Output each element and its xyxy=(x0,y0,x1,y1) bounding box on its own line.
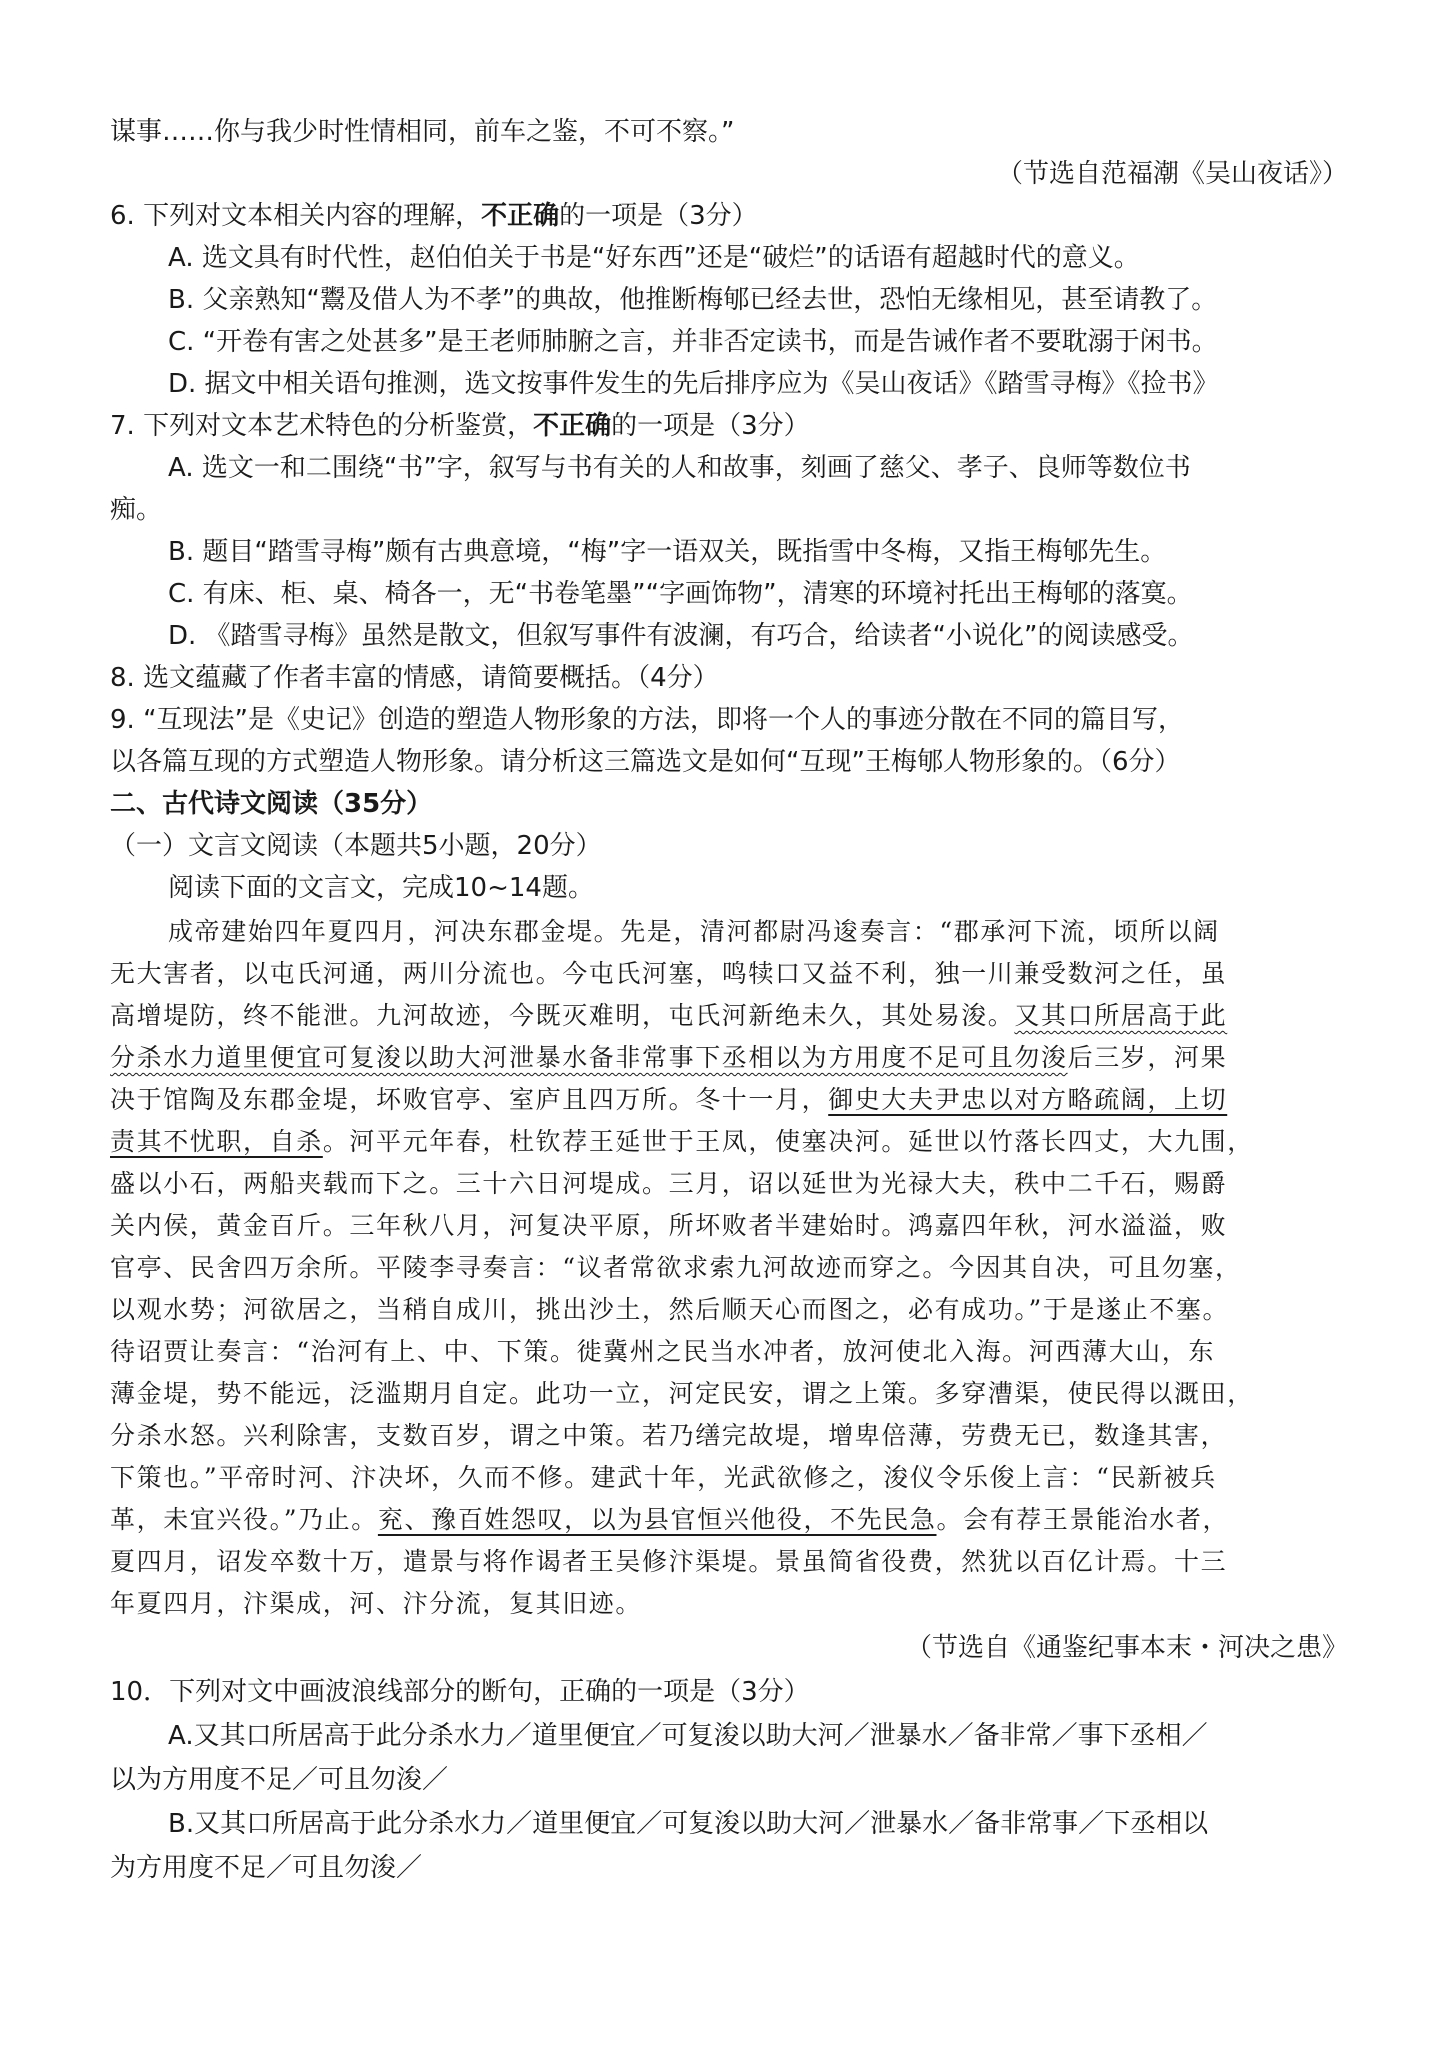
q6-option-c: C. “开卷有害之处甚多”是王老师肺腑之言，并非否定读书，而是告诫作者不要耽溺于闲书。 xyxy=(168,327,1218,357)
passage-line: 官亭、民舍四万余所。平陵李寻奏言：“议者常欲求索九河故迹而穿之。今因其自决，可且勿塞， xyxy=(110,1253,1242,1282)
passage-text: 高增堤防，终不能泄。九河故迹，今既灭难明，屯氏河新绝未久，其处易浚。 xyxy=(110,1001,1015,1030)
q6-option-b: B. 父亲熟知“鬻及借人为不孝”的典故，他推断梅郇已经去世，恐怕无缘相见，甚至请教了。 xyxy=(168,285,1218,315)
passage-line: 分杀水怒。兴利除害，支数百岁，谓之中策。若乃缮完故堤，增卑倍薄，劳费无已，数逢其害， xyxy=(110,1421,1228,1450)
passage-line xyxy=(110,1038,1350,1078)
q6-emphasis: 不正确 xyxy=(481,201,560,231)
question-8: 8. 选文蕴藏了作者丰富的情感，请简要概括。（4分） xyxy=(110,663,719,693)
passage-line: 夏四月，诏发卒数十万，遣景与将作谒者王吴修汴渠堤。景虽简省役费，然犹以百亿计焉。十三 xyxy=(110,1547,1228,1576)
q6-option-d: D. 据文中相关语句推测，选文按事件发生的先后排序应为《吴山夜话》《踏雪寻梅》《捡书》 xyxy=(168,369,1219,399)
passage-text: 决于馆陶及东郡金堤，坏败官亭、室庐且四万所。冬十一月， xyxy=(110,1085,829,1114)
instruction: 阅读下面的文言文，完成10~14题。 xyxy=(168,873,594,903)
passage-text: 。河平元年春，杜钦荐王延世于王凤，使塞决河。延世以竹落长四丈，大九围， xyxy=(322,1127,1254,1156)
passage-text: 后三岁，河果 xyxy=(1067,1043,1228,1072)
passage-line xyxy=(110,996,1350,1036)
q7-emphasis: 不正确 xyxy=(533,411,612,441)
q6-option-a: A. 选文具有时代性，赵伯伯关于书是“好东西”还是“破烂”的话语有超越时代的意义。 xyxy=(168,243,1140,273)
underlined-text: 责其不忧职，自杀 xyxy=(110,1127,323,1156)
question-9: 9. “互现法”是《史记》创造的塑造人物形象的方法，即将一个人的事迹分散在不同的篇目写， xyxy=(110,705,1185,735)
passage-line: 下策也。”平帝时河、汴决坏，久而不修。建武十年，光武欲修之，浚仪令乐俊上言：“民新被兵 xyxy=(110,1463,1217,1492)
q7-option-d: D. 《踏雪寻梅》虽然是散文，但叙写事件有波澜，有巧合，给读者“小说化”的阅读感受。 xyxy=(168,621,1194,651)
section-heading: 二、古代诗文阅读（35分） xyxy=(110,789,433,819)
passage-line: 年夏四月，汴渠成，河、汴分流，复其旧迹。 xyxy=(110,1589,643,1618)
passage-line: 盛以小石，两船夹载而下之。三十六日河堤成。三月，诏以延世为光禄大夫，秩中二千石，赐爵 xyxy=(110,1169,1228,1198)
passage-line xyxy=(110,1080,1350,1120)
q6-text-c: 的一项是（3分） xyxy=(559,201,758,231)
q10-option-a: A.又其口所居高于此分杀水力／道里便宜／可复浚以助大河／泄暴水／备非常／事下丞相／ xyxy=(168,1721,1208,1751)
question-9-cont: 以各篇互现的方式塑造人物形象。请分析这三篇选文是如何“互现”王梅郇人物形象的。（6分） xyxy=(110,747,1181,777)
q7-option-b: B. 题目“踏雪寻梅”颇有古典意境，“梅”字一语双关，既指雪中冬梅，又指王梅郇先生。 xyxy=(168,537,1167,567)
q10-option-b-cont: 为方用度不足／可且勿浚／ xyxy=(110,1853,423,1883)
passage-line: 无大害者，以屯氏河通，两川分流也。今屯氏河塞，鸣犊口又益不利，独一川兼受数河之任，虽 xyxy=(110,959,1228,988)
q7-option-c: C. 有床、柜、桌、椅各一，无“书卷笔墨”“字画饰物”，清寒的环境衬托出王梅郇的落寞。 xyxy=(168,579,1193,609)
passage-text: 。会有荐王景能治水者， xyxy=(936,1505,1230,1534)
q7-option-a: A. 选文一和二围绕“书”字，叙写与书有关的人和故事，刻画了慈父、孝子、良师等数位书 xyxy=(168,453,1191,483)
subsection-heading: （一）文言文阅读（本题共5小题，20分） xyxy=(110,831,602,861)
question-10: 10．下列对文中画波浪线部分的断句，正确的一项是（3分） xyxy=(110,1677,810,1707)
passage-text: 革，未宜兴役。”乃止。 xyxy=(110,1505,378,1534)
q7-text-a: 7. 下列对文本艺术特色的分析鉴赏， xyxy=(110,411,534,441)
passage-line xyxy=(110,1122,1350,1162)
q10-option-b: B.又其口所居高于此分杀水力／道里便宜／可复浚以助大河／泄暴水／备非常事／下丞相以 xyxy=(168,1809,1209,1839)
question-7 xyxy=(110,406,1350,446)
underlined-text: 御史大夫尹忠以对方略疏阔，上切 xyxy=(828,1085,1228,1114)
q6-text-a: 6. 下列对文本相关内容的理解， xyxy=(110,201,482,231)
underlined-text: 兖、豫百姓怨叹，以为县官恒兴他役，不先民急 xyxy=(377,1505,937,1534)
passage-line: 成帝建始四年夏四月，河决东郡金堤。先是，清河都尉冯逡奏言：“郡承河下流，顷所以阔 xyxy=(168,917,1220,946)
q7-option-a-cont: 痴。 xyxy=(110,495,163,525)
passage-line: 待诏贾让奏言：“治河有上、中、下策。徙冀州之民当水冲者，放河使北入海。河西薄大山，东 xyxy=(110,1337,1215,1366)
passage-line: 以观水势；河欲居之，当稍自成川，挑出沙土，然后顺天心而图之，必有成功。”于是遂止不塞。 xyxy=(110,1295,1230,1324)
q10-option-a-cont: 以为方用度不足／可且勿浚／ xyxy=(110,1765,449,1795)
source-citation: （节选自范福潮《吴山夜话》） xyxy=(996,159,1348,189)
passage-line: 薄金堤，势不能远，泛滥期月自定。此功一立，河定民安，谓之上策。多穿漕渠，使民得以溉田， xyxy=(110,1379,1254,1408)
question-6 xyxy=(110,196,1350,236)
text-line: 谋事……你与我少时性情相同，前车之鉴，不可不察。” xyxy=(110,117,735,147)
wavy-underlined-text: 又其口所居高于此 xyxy=(1014,1001,1228,1030)
q7-text-c: 的一项是（3分） xyxy=(611,411,810,441)
source-citation: （节选自《通鉴纪事本末・河决之患》 xyxy=(905,1633,1348,1663)
passage-line xyxy=(110,1500,1350,1540)
wavy-underlined-text: 分杀水力道里便宜可复浚以助大河泄暴水备非常事下丞相以为方用度不足可且勿浚 xyxy=(110,1043,1068,1072)
passage-line: 关内侯，黄金百斤。三年秋八月，河复决平原，所坏败者半建始时。鸿嘉四年秋，河水溢溢，败 xyxy=(110,1211,1228,1240)
